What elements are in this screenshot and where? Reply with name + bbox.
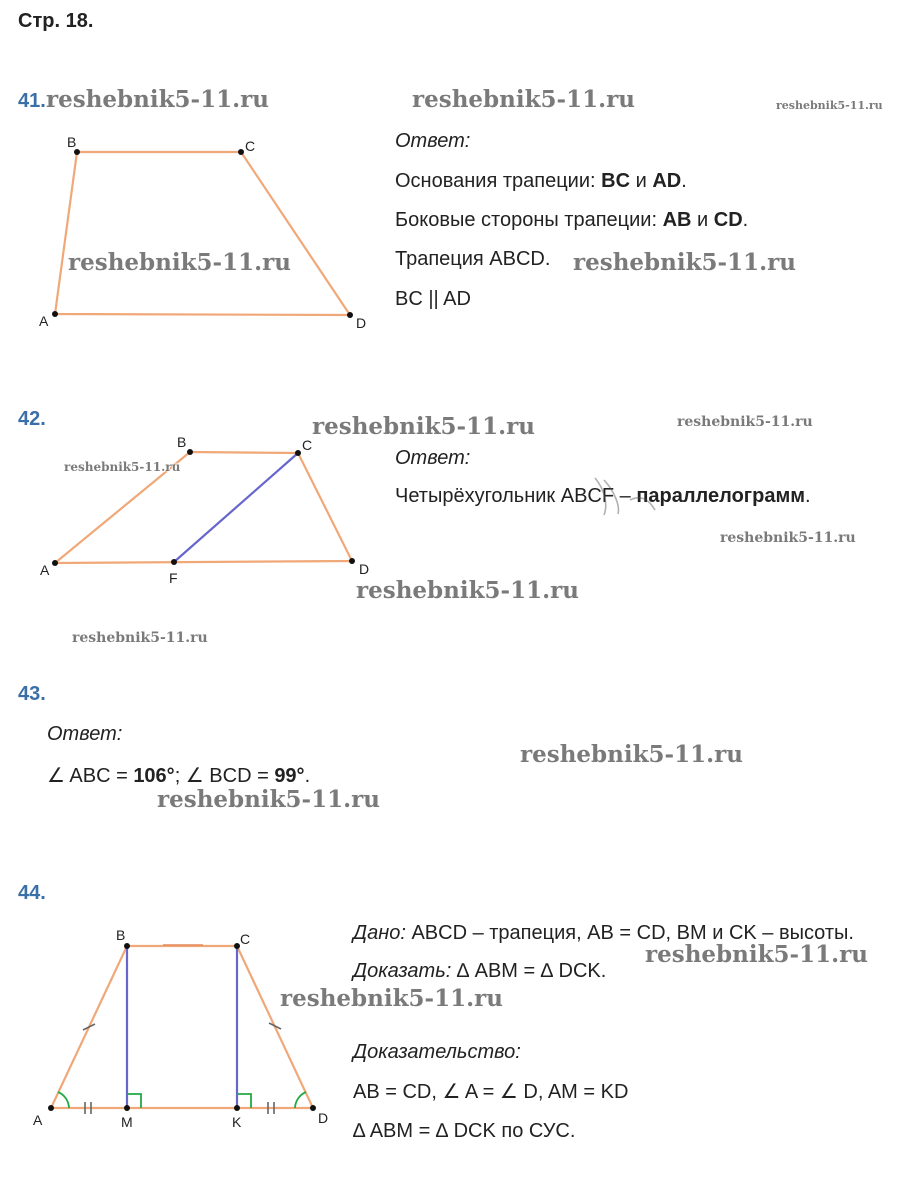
point-k [234,1105,240,1111]
label-d: D [356,315,367,331]
bold-fragment: параллелограмм [636,485,806,507]
label-c: C [245,138,256,154]
text-fragment: и [691,209,714,231]
bold-fragment: AB [662,209,692,231]
answer-label-41: Ответ: [395,130,471,152]
bold-fragment: AD [652,170,682,192]
prove-line [353,960,606,983]
text-fragment: . [304,765,311,787]
label-c: C [240,931,251,947]
answer-41-line2 [395,209,748,232]
problem-41-number: 41. [18,90,46,112]
label-b: B [116,927,126,943]
watermark: reshebnik5-11.ru [68,249,291,276]
bold-fragment: 99° [274,765,305,787]
text-fragment: ; ∠ BCD = [174,765,275,787]
angle-d-arc [295,1092,306,1108]
watermark: reshebnik5-11.ru [573,249,796,276]
watermark: reshebnik5-11.ru [776,99,883,112]
point-d [349,558,355,564]
point-b [124,943,130,949]
label-f: F [169,570,178,586]
bold-fragment: BC [601,170,631,192]
prove-text: ∆ ABM = ∆ DCK. [451,960,607,982]
text-fragment: . [742,209,749,231]
watermark: reshebnik5-11.ru [520,741,743,768]
scribble-mark [590,470,660,520]
given-text: ABCD – трапеция, AB = CD, BM и CK – высоты. [405,922,854,944]
text-fragment: Четырёхугольник ABCF – [395,485,637,507]
watermark: reshebnik5-11.ru [64,460,181,474]
watermark: reshebnik5-11.ru [312,413,535,440]
watermark: reshebnik5-11.ru [412,86,635,113]
answer-41-line3: Трапеция ABCD. [395,248,551,270]
answer-label-43: Ответ: [47,723,123,745]
text-fragment: . [805,485,811,507]
proof-label: Доказательство: [353,1041,521,1063]
point-c [295,450,301,456]
text-fragment: . [681,170,687,192]
answer-41-line4: BC || AD [395,288,471,310]
problem-44-number: 44. [18,882,46,904]
watermark: reshebnik5-11.ru [677,414,813,430]
proof-line2: ∆ ABM = ∆ DCK по СУС. [353,1120,576,1142]
answer-43-line [47,763,310,788]
watermark: reshebnik5-11.ru [645,941,868,968]
watermark: reshebnik5-11.ru [720,530,856,546]
label-a: A [39,313,49,329]
label-a: A [33,1112,43,1128]
label-m: M [121,1114,133,1130]
label-d: D [359,561,370,577]
trapezoid-diagram-44 [25,920,345,1135]
point-a [48,1105,54,1111]
text-fragment: и [630,170,653,192]
label-k: K [232,1114,242,1130]
point-c [238,149,244,155]
point-f [171,559,177,565]
bold-fragment: CD [713,209,743,231]
text-fragment: ∠ ABC = [47,765,134,787]
watermark: reshebnik5-11.ru [356,577,579,604]
bold-fragment: 106° [133,765,175,787]
proof-line1: AB = CD, ∠ A = ∠ D, AM = KD [353,1081,629,1103]
label-b: B [67,134,77,150]
label-b: B [177,434,187,450]
given-label: Дано: [353,922,406,944]
answer-41-line1 [395,170,687,193]
point-b [187,449,193,455]
label-c: C [302,437,313,453]
point-d [310,1105,316,1111]
watermark: reshebnik5-11.ru [157,786,380,813]
text-fragment: Боковые стороны трапеции: [395,209,663,231]
problem-43-number: 43. [18,683,46,705]
trapezoid-abcd [55,152,350,315]
point-m [124,1105,130,1111]
problem-42-number: 42. [18,408,46,430]
point-a [52,311,58,317]
label-d: D [318,1110,329,1126]
trapezoid-diagram-42 [30,430,380,590]
answer-label-42: Ответ: [395,447,471,469]
watermark: reshebnik5-11.ru [72,630,208,646]
segment-cf [174,453,298,562]
point-a [52,560,58,566]
watermark: reshebnik5-11.ru [280,985,503,1012]
watermark: reshebnik5-11.ru [46,86,269,113]
point-d [347,312,353,318]
trapezoid-diagram-41 [30,125,380,340]
label-a: A [40,562,50,578]
page-header: Стр. 18. [18,10,94,32]
angle-a-arc [58,1092,69,1108]
prove-label: Доказать: [353,960,452,982]
text-fragment: Основания трапеции: [395,170,602,192]
